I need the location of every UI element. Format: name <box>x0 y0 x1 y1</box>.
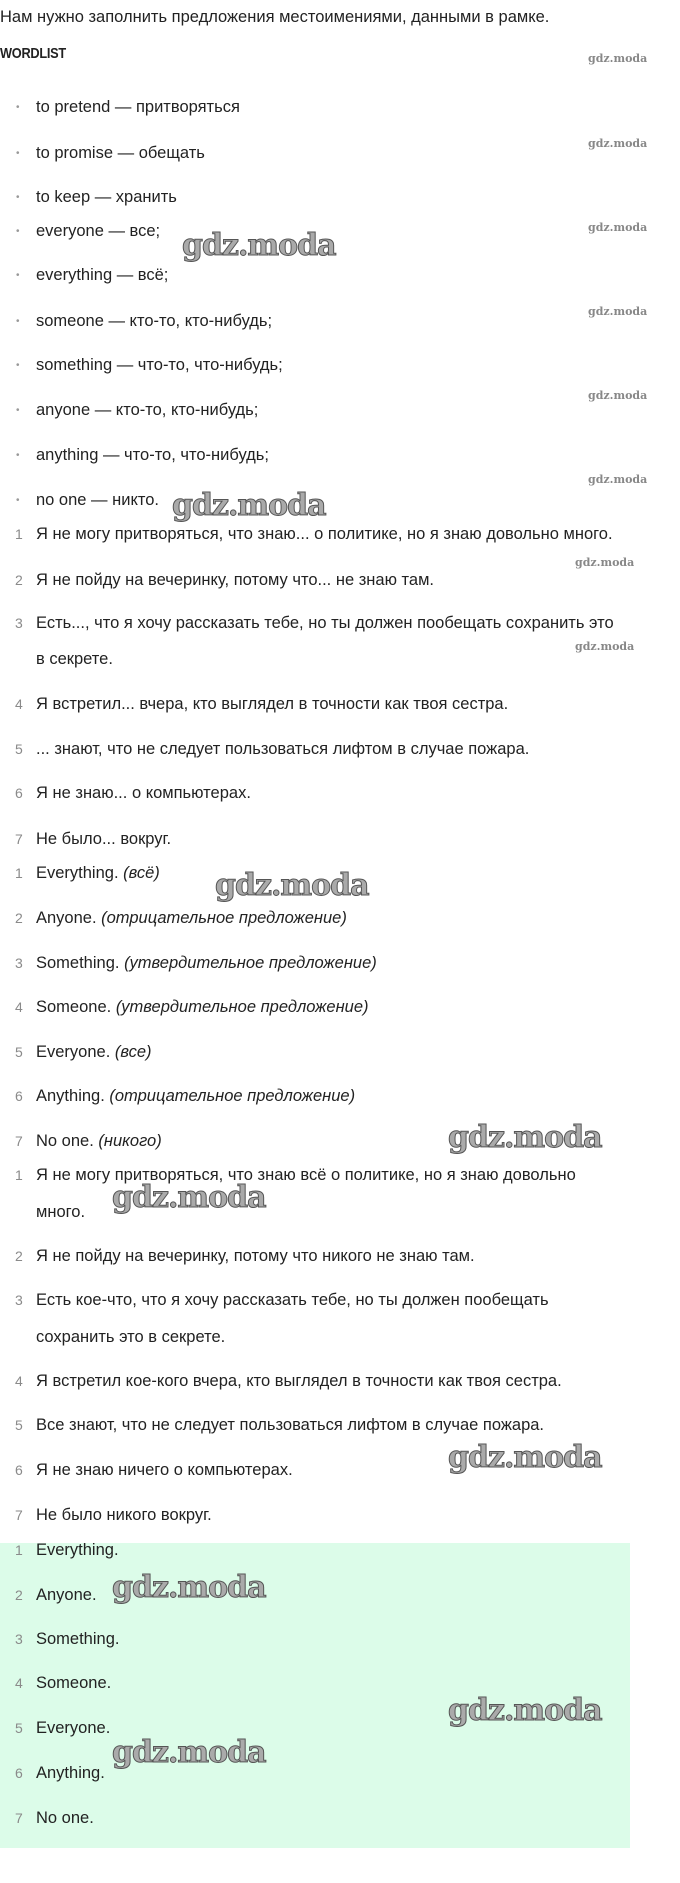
bullet-icon: • <box>16 226 20 237</box>
item-main-text: Я не знаю... о компьютерах. <box>36 784 251 802</box>
bullet-icon: • <box>16 192 20 203</box>
item-main-text: Я не знаю ничего о компьютерах. <box>36 1461 293 1479</box>
item-text <box>36 1370 562 1392</box>
question-item <box>0 693 680 715</box>
item-text <box>36 1504 212 1526</box>
watermark-large: gdz.moda <box>112 1180 266 1215</box>
watermark-large: gdz.moda <box>215 868 369 903</box>
watermark-small: gdz.moda <box>575 556 635 569</box>
item-number: 7 <box>15 1507 23 1523</box>
item-main-text: Я встретил... вчера, кто выглядел в точности как твоя сестра. <box>36 695 509 713</box>
item-main-text: Я встретил кое-кого вчера, кто выглядел в точности как твоя сестра. <box>36 1372 562 1390</box>
question-item <box>0 738 680 760</box>
item-text <box>36 738 529 760</box>
item-text <box>36 693 508 715</box>
item-text <box>36 1717 110 1739</box>
item-number: 4 <box>15 696 23 712</box>
item-main-text: Не было никого вокруг. <box>36 1506 212 1524</box>
item-text <box>36 1289 549 1311</box>
translation-item <box>0 1414 680 1436</box>
final-answer-item <box>0 1628 680 1650</box>
item-number: 4 <box>15 999 23 1015</box>
item-text <box>36 1130 162 1152</box>
wordlist-item-text: someone — кто-то, кто-нибудь; <box>36 312 273 330</box>
watermark-large: gdz.moda <box>448 1440 602 1475</box>
item-main-text: Все знают, что не следует пользоваться лифтом в случае пожара. <box>36 1416 545 1434</box>
item-text-continued: много. <box>36 1203 86 1221</box>
item-text <box>36 952 377 974</box>
item-number: 1 <box>15 865 23 881</box>
item-note: (все) <box>114 1043 152 1061</box>
item-number: 3 <box>15 955 23 971</box>
item-text <box>36 1762 105 1784</box>
item-number: 6 <box>15 1462 23 1478</box>
item-note: (утвердительное предложение) <box>115 998 369 1016</box>
item-main-text: Everything. <box>36 864 119 882</box>
watermark-large: gdz.moda <box>448 1120 602 1155</box>
watermark-small: gdz.moda <box>588 473 648 486</box>
item-number: 4 <box>15 1675 23 1691</box>
item-note: (всё) <box>123 864 160 882</box>
bullet-icon: • <box>16 102 20 113</box>
item-main-text: Anyone. <box>36 1586 97 1604</box>
item-main-text: No one. <box>36 1809 94 1827</box>
item-text <box>36 1672 111 1694</box>
item-number: 6 <box>15 1088 23 1104</box>
watermark-small: gdz.moda <box>588 221 648 234</box>
item-number: 6 <box>15 785 23 801</box>
item-number: 3 <box>15 1631 23 1647</box>
item-number: 3 <box>15 615 23 631</box>
watermark-small: gdz.moda <box>588 305 648 318</box>
watermark-large: gdz.moda <box>112 1570 266 1605</box>
item-main-text: ... знают, что не следует пользоваться лифтом в случае пожара. <box>36 740 530 758</box>
question-item <box>0 828 680 850</box>
item-text <box>36 862 160 884</box>
item-text <box>36 782 251 804</box>
item-main-text: Everyone. <box>36 1043 111 1061</box>
bullet-icon: • <box>16 270 20 281</box>
intro-text: Нам нужно заполнить предложения местоимениями, данными в рамке. <box>0 8 550 26</box>
item-number: 1 <box>15 1167 23 1183</box>
item-number: 6 <box>15 1765 23 1781</box>
item-number: 1 <box>15 1542 23 1558</box>
item-number: 5 <box>15 1044 23 1060</box>
item-text <box>36 1414 544 1436</box>
item-note: (отрицательное предложение) <box>101 909 347 927</box>
answer-item <box>0 1041 680 1063</box>
watermark-large: gdz.moda <box>112 1735 266 1770</box>
watermark-small: gdz.moda <box>588 389 648 402</box>
final-answer-item <box>0 1672 680 1694</box>
bullet-icon: • <box>16 405 20 416</box>
translation-item <box>0 1289 680 1346</box>
bullet-icon: • <box>16 148 20 159</box>
item-main-text: Anyone. <box>36 909 97 927</box>
item-text <box>36 612 614 634</box>
question-item <box>0 782 680 804</box>
watermark-large: gdz.moda <box>172 488 326 523</box>
item-text <box>36 569 434 591</box>
item-text <box>36 1807 94 1829</box>
watermark-small: gdz.moda <box>575 640 635 653</box>
item-number: 3 <box>15 1292 23 1308</box>
item-main-text: Something. <box>36 1630 120 1648</box>
item-main-text: Everyone. <box>36 1719 111 1737</box>
final-answer-item <box>0 1584 680 1606</box>
wordlist-item-text: anything — что-то, что-нибудь; <box>36 446 269 464</box>
final-answer-item <box>0 1539 680 1561</box>
item-number: 5 <box>15 741 23 757</box>
item-main-text: Есть..., что я хочу рассказать тебе, но ты должен пообещать сохранить это <box>36 614 614 632</box>
bullet-icon: • <box>16 450 20 461</box>
item-number: 7 <box>15 1133 23 1149</box>
item-text <box>36 1245 475 1267</box>
answer-item <box>0 952 680 974</box>
item-number: 7 <box>15 831 23 847</box>
item-number: 5 <box>15 1720 23 1736</box>
wordlist-heading: WORDLIST <box>0 45 66 62</box>
wordlist-item-text: everything — всё; <box>36 266 169 284</box>
wordlist-item-text: to promise — обещать <box>36 144 205 162</box>
item-main-text: Я не пойду на вечеринку, потому что никого не знаю там. <box>36 1247 475 1265</box>
wordlist-item-text: no one — никто. <box>36 491 160 509</box>
item-text-continued: сохранить это в секрете. <box>36 1328 226 1346</box>
item-number: 2 <box>15 910 23 926</box>
final-answer-item <box>0 1807 680 1829</box>
item-main-text: Someone. <box>36 998 112 1016</box>
item-text <box>36 996 369 1018</box>
bullet-icon: • <box>16 360 20 371</box>
translation-item <box>0 1245 680 1267</box>
answer-item <box>0 1085 680 1107</box>
wordlist-item-text: to pretend — притворяться <box>36 98 240 116</box>
translation-item <box>0 1370 680 1392</box>
watermark-large: gdz.moda <box>182 228 336 263</box>
wordlist-item-text: something — что-то, что-нибудь; <box>36 356 283 374</box>
item-number: 5 <box>15 1417 23 1433</box>
item-main-text: Не было... вокруг. <box>36 830 172 848</box>
question-item <box>0 569 680 591</box>
bullet-icon: • <box>16 495 20 506</box>
question-item <box>0 523 680 545</box>
item-text <box>36 1041 152 1063</box>
wordlist-item-text: everyone — все; <box>36 222 161 240</box>
item-number: 4 <box>15 1373 23 1389</box>
wordlist-item-text: anyone — кто-то, кто-нибудь; <box>36 401 259 419</box>
item-text <box>36 1085 355 1107</box>
item-main-text: Anything. <box>36 1764 105 1782</box>
item-text <box>36 828 171 850</box>
item-text <box>36 523 613 545</box>
item-main-text: Я не могу притворяться, что знаю всё о политике, но я знаю довольно <box>36 1166 576 1184</box>
item-note: (никого) <box>98 1132 162 1150</box>
item-main-text: Я не могу притворяться, что знаю... о политике, но я знаю довольно много. <box>36 525 613 543</box>
final-answer-item <box>0 1762 680 1784</box>
bullet-icon: • <box>16 316 20 327</box>
item-main-text: No one. <box>36 1132 94 1150</box>
translation-item <box>0 1504 680 1526</box>
item-number: 2 <box>15 1587 23 1603</box>
item-number: 2 <box>15 572 23 588</box>
item-main-text: Everything. <box>36 1541 119 1559</box>
item-main-text: Есть кое-что, что я хочу рассказать тебе, но ты должен пообещать <box>36 1291 549 1309</box>
item-number: 7 <box>15 1810 23 1826</box>
wordlist-item-text: to keep — хранить <box>36 188 177 206</box>
item-note: (утвердительное предложение) <box>124 954 377 972</box>
item-text <box>36 907 347 929</box>
item-main-text: Someone. <box>36 1674 112 1692</box>
watermark-small: gdz.moda <box>588 52 648 65</box>
item-main-text: Anything. <box>36 1087 105 1105</box>
item-main-text: Something. <box>36 954 120 972</box>
item-note: (отрицательное предложение) <box>109 1087 356 1105</box>
item-text-continued: в секрете. <box>36 650 113 668</box>
watermark-small: gdz.moda <box>588 137 648 150</box>
item-main-text: Я не пойду на вечеринку, потому что... не знаю там. <box>36 571 434 589</box>
item-number: 1 <box>15 526 23 542</box>
watermark-large: gdz.moda <box>448 1693 602 1728</box>
answer-item <box>0 996 680 1018</box>
item-text <box>36 1539 119 1561</box>
item-text <box>36 1628 119 1650</box>
item-text <box>36 1584 97 1606</box>
item-number: 2 <box>15 1248 23 1264</box>
item-text <box>36 1459 293 1481</box>
answer-item <box>0 907 680 929</box>
